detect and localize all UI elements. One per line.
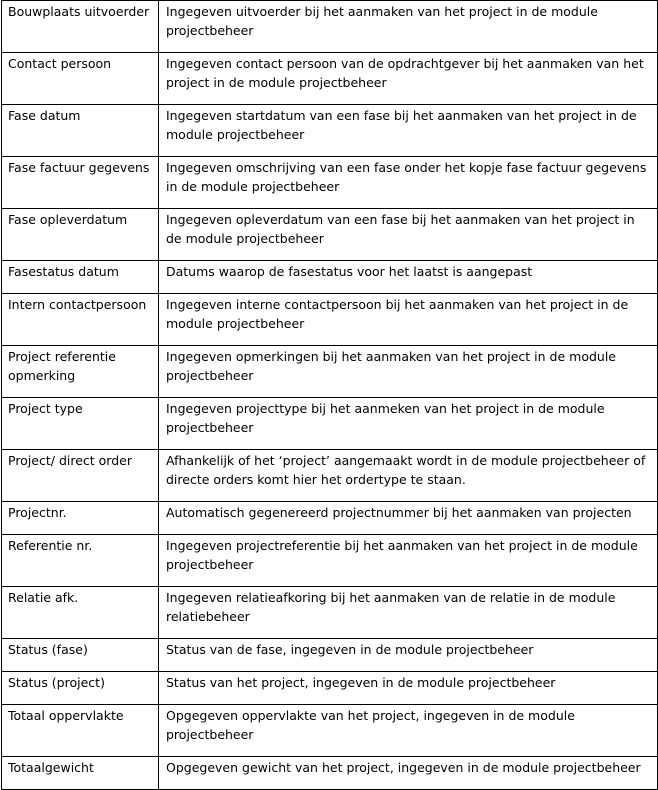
description-cell: Status van de fase, ingegeven in de module projectbeheer xyxy=(159,639,658,672)
table-row xyxy=(2,672,658,705)
table-row xyxy=(2,639,658,672)
table-row xyxy=(2,535,658,587)
term-cell: Bouwplaats uitvoerder xyxy=(2,1,159,53)
term-cell: Referentie nr. xyxy=(2,535,159,587)
term-cell: Fase opleverdatum xyxy=(2,209,159,261)
description-cell: Ingegeven opmerkingen bij het aanmaken van het project in de module projectbeheer xyxy=(159,346,658,398)
table-row xyxy=(2,105,658,157)
table-row xyxy=(2,1,658,53)
description-cell: Automatisch gegenereerd projectnummer bij het aanmaken van projecten xyxy=(159,502,658,535)
term-cell: Status (project) xyxy=(2,672,159,705)
term-cell: Fase factuur gegevens xyxy=(2,157,159,209)
term-cell: Contact persoon xyxy=(2,53,159,105)
term-cell: Fasestatus datum xyxy=(2,261,159,294)
description-cell: Ingegeven projectreferentie bij het aanmaken van het project in de module projectbeheer xyxy=(159,535,658,587)
term-cell: Totaalgewicht xyxy=(2,757,159,790)
table-row xyxy=(2,587,658,639)
description-cell: Ingegeven interne contactpersoon bij het aanmaken van het project in de module projectbeheer xyxy=(159,294,658,346)
description-cell: Ingegeven startdatum van een fase bij het aanmaken van het project in de module projectbeheer xyxy=(159,105,658,157)
description-cell: Ingegeven relatieafkoring bij het aanmaken van de relatie in de module relatiebeheer xyxy=(159,587,658,639)
table-row xyxy=(2,261,658,294)
description-cell: Opgegeven oppervlakte van het project, ingegeven in de module projectbeheer xyxy=(159,705,658,757)
description-cell: Ingegeven contact persoon van de opdrachtgever bij het aanmaken van het project in de module projectbeheer xyxy=(159,53,658,105)
description-cell: Ingegeven omschrijving van een fase onder het kopje fase factuur gegevens in de module projectbeheer xyxy=(159,157,658,209)
table-row xyxy=(2,157,658,209)
description-cell: Datums waarop de fasestatus voor het laatst is aangepast xyxy=(159,261,658,294)
description-cell: Ingegeven uitvoerder bij het aanmaken van het project in de module projectbeheer xyxy=(159,1,658,53)
term-cell: Totaal oppervlakte xyxy=(2,705,159,757)
term-cell: Fase datum xyxy=(2,105,159,157)
description-cell: Status van het project, ingegeven in de module projectbeheer xyxy=(159,672,658,705)
description-cell: Ingegeven projecttype bij het aanmeken van het project in de module projectbeheer xyxy=(159,398,658,450)
table-row xyxy=(2,502,658,535)
table-row xyxy=(2,705,658,757)
table-row xyxy=(2,398,658,450)
term-cell: Project/ direct order xyxy=(2,450,159,502)
description-cell: Ingegeven opleverdatum van een fase bij het aanmaken van het project in de module projectbeheer xyxy=(159,209,658,261)
definitions-table-body xyxy=(2,1,658,790)
term-cell: Status (fase) xyxy=(2,639,159,672)
table-row xyxy=(2,294,658,346)
term-cell: Intern contactpersoon xyxy=(2,294,159,346)
table-row xyxy=(2,53,658,105)
term-cell: Project referentie opmerking xyxy=(2,346,159,398)
description-cell: Opgegeven gewicht van het project, ingegeven in de module projectbeheer xyxy=(159,757,658,790)
table-row xyxy=(2,346,658,398)
description-cell: Afhankelijk of het ‘project’ aangemaakt wordt in de module projectbeheer of directe orders komt hier het ordertype te staan. xyxy=(159,450,658,502)
table-row xyxy=(2,209,658,261)
term-cell: Relatie afk. xyxy=(2,587,159,639)
definitions-table xyxy=(1,0,658,790)
table-row xyxy=(2,757,658,790)
term-cell: Projectnr. xyxy=(2,502,159,535)
term-cell: Project type xyxy=(2,398,159,450)
table-row xyxy=(2,450,658,502)
